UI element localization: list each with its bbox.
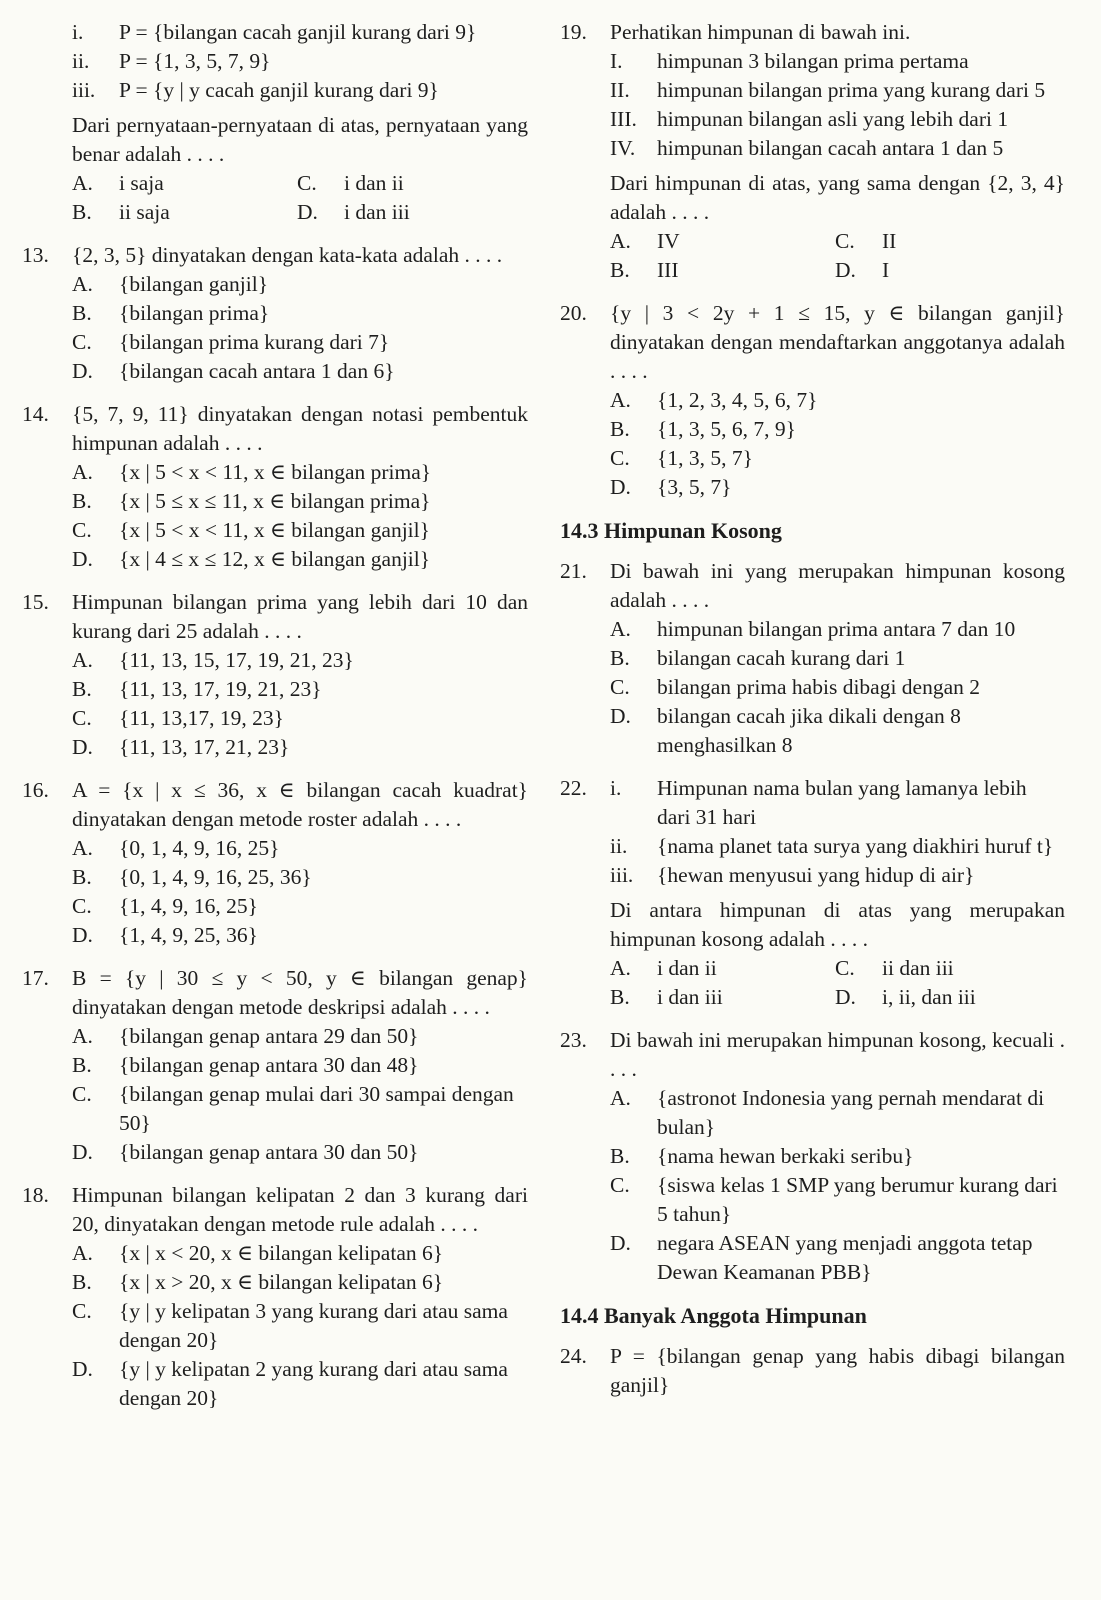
statement-label: III. (610, 107, 637, 131)
option-b[interactable] (72, 1268, 528, 1297)
option-text: {siswa kelas 1 SMP yang berumur kurang dari 5 tahun} (657, 1173, 1058, 1226)
option-label: A. (72, 648, 93, 672)
option-text: negara ASEAN yang menjadi anggota tetap Dewan Keamanan PBB} (657, 1231, 1033, 1284)
question-stem: P = {bilangan genap yang habis dibagi bilangan ganjil} (610, 1344, 1065, 1397)
option-text: {bilangan genap antara 30 dan 48} (119, 1053, 419, 1077)
statement-I (610, 47, 1065, 76)
option-b[interactable] (72, 1051, 528, 1080)
statement-iii (22, 76, 528, 105)
option-a[interactable] (72, 1239, 528, 1268)
option-d[interactable] (72, 1138, 528, 1167)
left-column (22, 18, 528, 1427)
question-stem: A = {x | x ≤ 36, x ∈ bilangan cacah kuadrat} dinyatakan dengan metode roster adalah . . . . (72, 778, 528, 831)
question-number: 16. (22, 778, 49, 802)
option-text: {bilangan ganjil} (119, 272, 269, 296)
option-label: B. (610, 646, 630, 670)
option-label: B. (72, 1053, 92, 1077)
option-text: {11, 13,17, 19, 23} (119, 706, 284, 730)
option-label: C. (72, 518, 92, 542)
option-d[interactable] (72, 1355, 528, 1413)
option-text: {11, 13, 15, 17, 19, 21, 23} (119, 648, 354, 672)
option-b[interactable] (72, 863, 528, 892)
option-label: A. (72, 460, 93, 484)
question-stem: Himpunan bilangan kelipatan 2 dan 3 kurang dari 20, dinyatakan dengan metode rule adalah . . . . (72, 1183, 528, 1236)
option-a[interactable] (610, 386, 1065, 415)
option-c[interactable] (72, 892, 528, 921)
question-stem: Dari pernyataan-pernyataan di atas, pernyataan yang benar adalah . . . . (72, 113, 528, 166)
option-label: D. (72, 547, 93, 571)
option-label: C. (835, 229, 855, 253)
option-label: B. (72, 677, 92, 701)
option-text: {3, 5, 7} (657, 475, 732, 499)
option-label: A. (610, 1086, 631, 1110)
option-c[interactable] (72, 1080, 528, 1138)
option-c[interactable] (835, 954, 1065, 983)
option-label: B. (610, 417, 630, 441)
statement-i (610, 774, 1065, 832)
option-label: D. (72, 735, 93, 759)
question-stem: Di bawah ini yang merupakan himpunan kosong adalah . . . . (610, 559, 1065, 612)
option-text: bilangan cacah kurang dari 1 (657, 646, 906, 670)
statement-ii (22, 47, 528, 76)
option-label: C. (610, 675, 630, 699)
option-b[interactable] (610, 983, 835, 1012)
option-label: C. (297, 171, 317, 195)
option-label: A. (72, 1024, 93, 1048)
option-a[interactable] (72, 169, 297, 198)
option-c[interactable] (610, 1171, 1065, 1229)
option-label: D. (72, 923, 93, 947)
option-label: C. (610, 1173, 630, 1197)
option-text: {bilangan prima kurang dari 7} (119, 330, 390, 354)
option-c[interactable] (297, 169, 528, 198)
option-text: II (882, 229, 897, 253)
option-text: i, ii, dan iii (882, 985, 976, 1009)
option-label: B. (72, 200, 92, 224)
option-text: ii dan iii (882, 956, 954, 980)
option-text: i dan ii (344, 171, 404, 195)
option-label: A. (610, 229, 631, 253)
option-b[interactable] (610, 256, 835, 285)
option-a[interactable] (72, 834, 528, 863)
option-b[interactable] (72, 299, 528, 328)
statement-label: ii. (610, 834, 628, 858)
option-text: {1, 4, 9, 16, 25} (119, 894, 258, 918)
option-text: {1, 4, 9, 25, 36} (119, 923, 258, 947)
option-b[interactable] (72, 198, 297, 227)
option-d[interactable] (610, 1229, 1065, 1287)
option-a[interactable] (610, 1084, 1065, 1142)
option-text: IV (657, 229, 680, 253)
option-b[interactable] (610, 1142, 1065, 1171)
option-label: C. (72, 1082, 92, 1106)
statement-text: P = {1, 3, 5, 7, 9} (119, 49, 271, 73)
question-number: 18. (22, 1183, 49, 1207)
option-label: B. (610, 985, 630, 1009)
question-stem: {2, 3, 5} dinyatakan dengan kata-kata adalah . . . . (72, 243, 503, 267)
statement-text: Himpunan nama bulan yang lamanya lebih dari 31 hari (657, 776, 1027, 829)
question-18 (22, 1181, 528, 1413)
option-text: bilangan prima habis dibagi dengan 2 (657, 675, 981, 699)
statement-label: IV. (610, 136, 636, 160)
option-label: D. (610, 1231, 631, 1255)
question-13 (22, 241, 528, 386)
option-text: {x | 5 < x < 11, x ∈ bilangan prima} (119, 460, 432, 484)
option-d[interactable] (610, 473, 1065, 502)
option-text: {0, 1, 4, 9, 16, 25, 36} (119, 865, 312, 889)
question-stem: Perhatikan himpunan di bawah ini. (610, 20, 911, 44)
option-label: D. (835, 258, 856, 282)
statement-label: I. (610, 49, 623, 73)
option-text: {astronot Indonesia yang pernah mendarat di bulan} (657, 1086, 1045, 1139)
option-a[interactable] (610, 227, 835, 256)
option-text: {1, 2, 3, 4, 5, 6, 7} (657, 388, 818, 412)
option-label: B. (72, 301, 92, 325)
question-12 (22, 18, 528, 227)
option-text: bilangan cacah jika dikali dengan 8 menghasilkan 8 (657, 704, 961, 757)
option-text: {x | x > 20, x ∈ bilangan kelipatan 6} (119, 1270, 444, 1294)
option-label: A. (72, 1241, 93, 1265)
option-label: C. (72, 706, 92, 730)
statement-text: himpunan 3 bilangan prima pertama (657, 49, 969, 73)
section-heading-banyak-anggota: 14.4 Banyak Anggota Himpunan (560, 1303, 867, 1328)
question-number: 17. (22, 966, 49, 990)
option-b[interactable] (72, 675, 528, 704)
option-label: D. (72, 1140, 93, 1164)
question-19 (560, 18, 1065, 285)
option-b[interactable] (610, 415, 1065, 444)
option-label: D. (835, 985, 856, 1009)
section-heading-himpunan-kosong: 14.3 Himpunan Kosong (560, 518, 782, 543)
statement-text: himpunan bilangan asli yang lebih dari 1 (657, 107, 1009, 131)
option-d[interactable] (72, 545, 528, 574)
statement-text: P = {y | y cacah ganjil kurang dari 9} (119, 78, 439, 102)
options-grid (610, 954, 1065, 1012)
option-label: D. (297, 200, 318, 224)
option-text: i dan iii (344, 200, 410, 224)
option-text: {bilangan genap mulai dari 30 sampai dengan 50} (119, 1082, 514, 1135)
option-a[interactable] (610, 615, 1065, 644)
question-number: 22. (560, 776, 587, 800)
question-22 (560, 774, 1065, 1012)
statement-label: iii. (72, 78, 96, 102)
question-number: 13. (22, 243, 49, 267)
option-d[interactable] (72, 921, 528, 950)
option-text: {x | 5 < x < 11, x ∈ bilangan ganjil} (119, 518, 430, 542)
question-stem: Himpunan bilangan prima yang lebih dari 10 dan kurang dari 25 adalah . . . . (72, 590, 528, 643)
option-text: {x | 5 ≤ x ≤ 11, x ∈ bilangan prima} (119, 489, 431, 513)
question-number: 23. (560, 1028, 587, 1052)
option-label: D. (72, 359, 93, 383)
option-text: {0, 1, 4, 9, 16, 25} (119, 836, 280, 860)
question-stem: Di bawah ini merupakan himpunan kosong, kecuali . . . . (610, 1028, 1065, 1081)
option-text: {1, 3, 5, 7} (657, 446, 753, 470)
options-grid (72, 169, 528, 227)
option-c[interactable] (72, 704, 528, 733)
option-label: B. (610, 258, 630, 282)
question-number: 20. (560, 301, 587, 325)
option-label: C. (72, 1299, 92, 1323)
option-a[interactable] (72, 270, 528, 299)
option-text: ii saja (119, 200, 170, 224)
statement-iii (610, 861, 1065, 890)
option-label: A. (610, 956, 631, 980)
option-d[interactable] (72, 357, 528, 386)
option-text: {bilangan cacah antara 1 dan 6} (119, 359, 395, 383)
question-number: 24. (560, 1344, 587, 1368)
option-c[interactable] (610, 444, 1065, 473)
option-text: {1, 3, 5, 6, 7, 9} (657, 417, 796, 441)
option-text: {x | 4 ≤ x ≤ 12, x ∈ bilangan ganjil} (119, 547, 431, 571)
option-label: D. (610, 704, 631, 728)
question-stem: Di antara himpunan di atas yang merupakan himpunan kosong adalah . . . . (610, 898, 1065, 951)
question-21 (560, 557, 1065, 760)
question-number: 14. (22, 402, 49, 426)
option-label: B. (72, 865, 92, 889)
option-text: {bilangan genap antara 30 dan 50} (119, 1140, 419, 1164)
option-text: I (882, 258, 890, 282)
option-d[interactable] (835, 983, 1065, 1012)
question-number: 19. (560, 20, 587, 44)
question-stem: B = {y | 30 ≤ y < 50, y ∈ bilangan genap} dinyatakan dengan metode deskripsi adalah . . . . (72, 966, 528, 1019)
statement-II (610, 76, 1065, 105)
option-text: i dan iii (657, 985, 723, 1009)
option-text: {y | y kelipatan 2 yang kurang dari atau sama dengan 20} (119, 1357, 508, 1410)
question-14 (22, 400, 528, 574)
option-a[interactable] (72, 1022, 528, 1051)
option-text: {bilangan genap antara 29 dan 50} (119, 1024, 419, 1048)
question-number: 21. (560, 559, 587, 583)
option-label: B. (72, 489, 92, 513)
option-d[interactable] (610, 702, 1065, 760)
option-label: A. (72, 836, 93, 860)
options-grid (610, 227, 1065, 285)
question-number: 15. (22, 590, 49, 614)
option-c[interactable] (610, 673, 1065, 702)
option-label: C. (835, 956, 855, 980)
option-label: D. (610, 475, 631, 499)
option-label: B. (72, 1270, 92, 1294)
statement-III (610, 105, 1065, 134)
statement-label: i. (610, 776, 622, 800)
statement-text: {nama planet tata surya yang diakhiri huruf t} (657, 834, 1054, 858)
option-text: III (657, 258, 679, 282)
option-label: A. (610, 617, 631, 641)
option-d[interactable] (297, 198, 528, 227)
question-20 (560, 299, 1065, 502)
question-stem-2: Dari himpunan di atas, yang sama dengan {2, 3, 4} adalah . . . . (610, 171, 1065, 224)
option-text: {11, 13, 17, 19, 21, 23} (119, 677, 322, 701)
statement-text: P = {bilangan cacah ganjil kurang dari 9} (119, 20, 477, 44)
option-text: {bilangan prima} (119, 301, 270, 325)
statement-label: ii. (72, 49, 90, 73)
option-label: A. (72, 272, 93, 296)
right-column (560, 18, 1065, 1414)
statement-text: himpunan bilangan prima yang kurang dari 5 (657, 78, 1046, 102)
statement-text: {hewan menyusui yang hidup di air} (657, 863, 975, 887)
question-stem: {5, 7, 9, 11} dinyatakan dengan notasi pembentuk himpunan adalah . . . . (72, 402, 528, 455)
statement-label: II. (610, 78, 630, 102)
option-c[interactable] (835, 227, 1065, 256)
question-17 (22, 964, 528, 1167)
option-label: C. (72, 330, 92, 354)
option-text: i saja (119, 171, 164, 195)
option-a[interactable] (610, 954, 835, 983)
question-stem: {y | 3 < 2y + 1 ≤ 15, y ∈ bilangan ganjil} dinyatakan dengan mendaftarkan anggotanya adalah . . . . (610, 301, 1065, 383)
option-c[interactable] (72, 1297, 528, 1355)
question-16 (22, 776, 528, 950)
option-text: {nama hewan berkaki seribu} (657, 1144, 914, 1168)
option-label: B. (610, 1144, 630, 1168)
question-15 (22, 588, 528, 762)
statement-i (22, 18, 528, 47)
statement-label: i. (72, 20, 84, 44)
option-c[interactable] (72, 328, 528, 357)
option-label: A. (72, 171, 93, 195)
option-label: C. (72, 894, 92, 918)
option-label: D. (72, 1357, 93, 1381)
option-label: C. (610, 446, 630, 470)
option-b[interactable] (72, 487, 528, 516)
statement-text: himpunan bilangan cacah antara 1 dan 5 (657, 136, 1004, 160)
option-text: {11, 13, 17, 21, 23} (119, 735, 290, 759)
option-d[interactable] (72, 733, 528, 762)
statement-ii (610, 832, 1065, 861)
option-c[interactable] (72, 516, 528, 545)
option-a[interactable] (72, 646, 528, 675)
option-a[interactable] (72, 458, 528, 487)
option-text: i dan ii (657, 956, 717, 980)
option-d[interactable] (835, 256, 1065, 285)
option-text: {y | y kelipatan 3 yang kurang dari atau sama dengan 20} (119, 1299, 508, 1352)
statement-IV (610, 134, 1065, 163)
option-b[interactable] (610, 644, 1065, 673)
option-text: himpunan bilangan prima antara 7 dan 10 (657, 617, 1016, 641)
option-label: A. (610, 388, 631, 412)
option-text: {x | x < 20, x ∈ bilangan kelipatan 6} (119, 1241, 444, 1265)
statement-label: iii. (610, 863, 634, 887)
question-24 (560, 1342, 1065, 1400)
question-23 (560, 1026, 1065, 1287)
